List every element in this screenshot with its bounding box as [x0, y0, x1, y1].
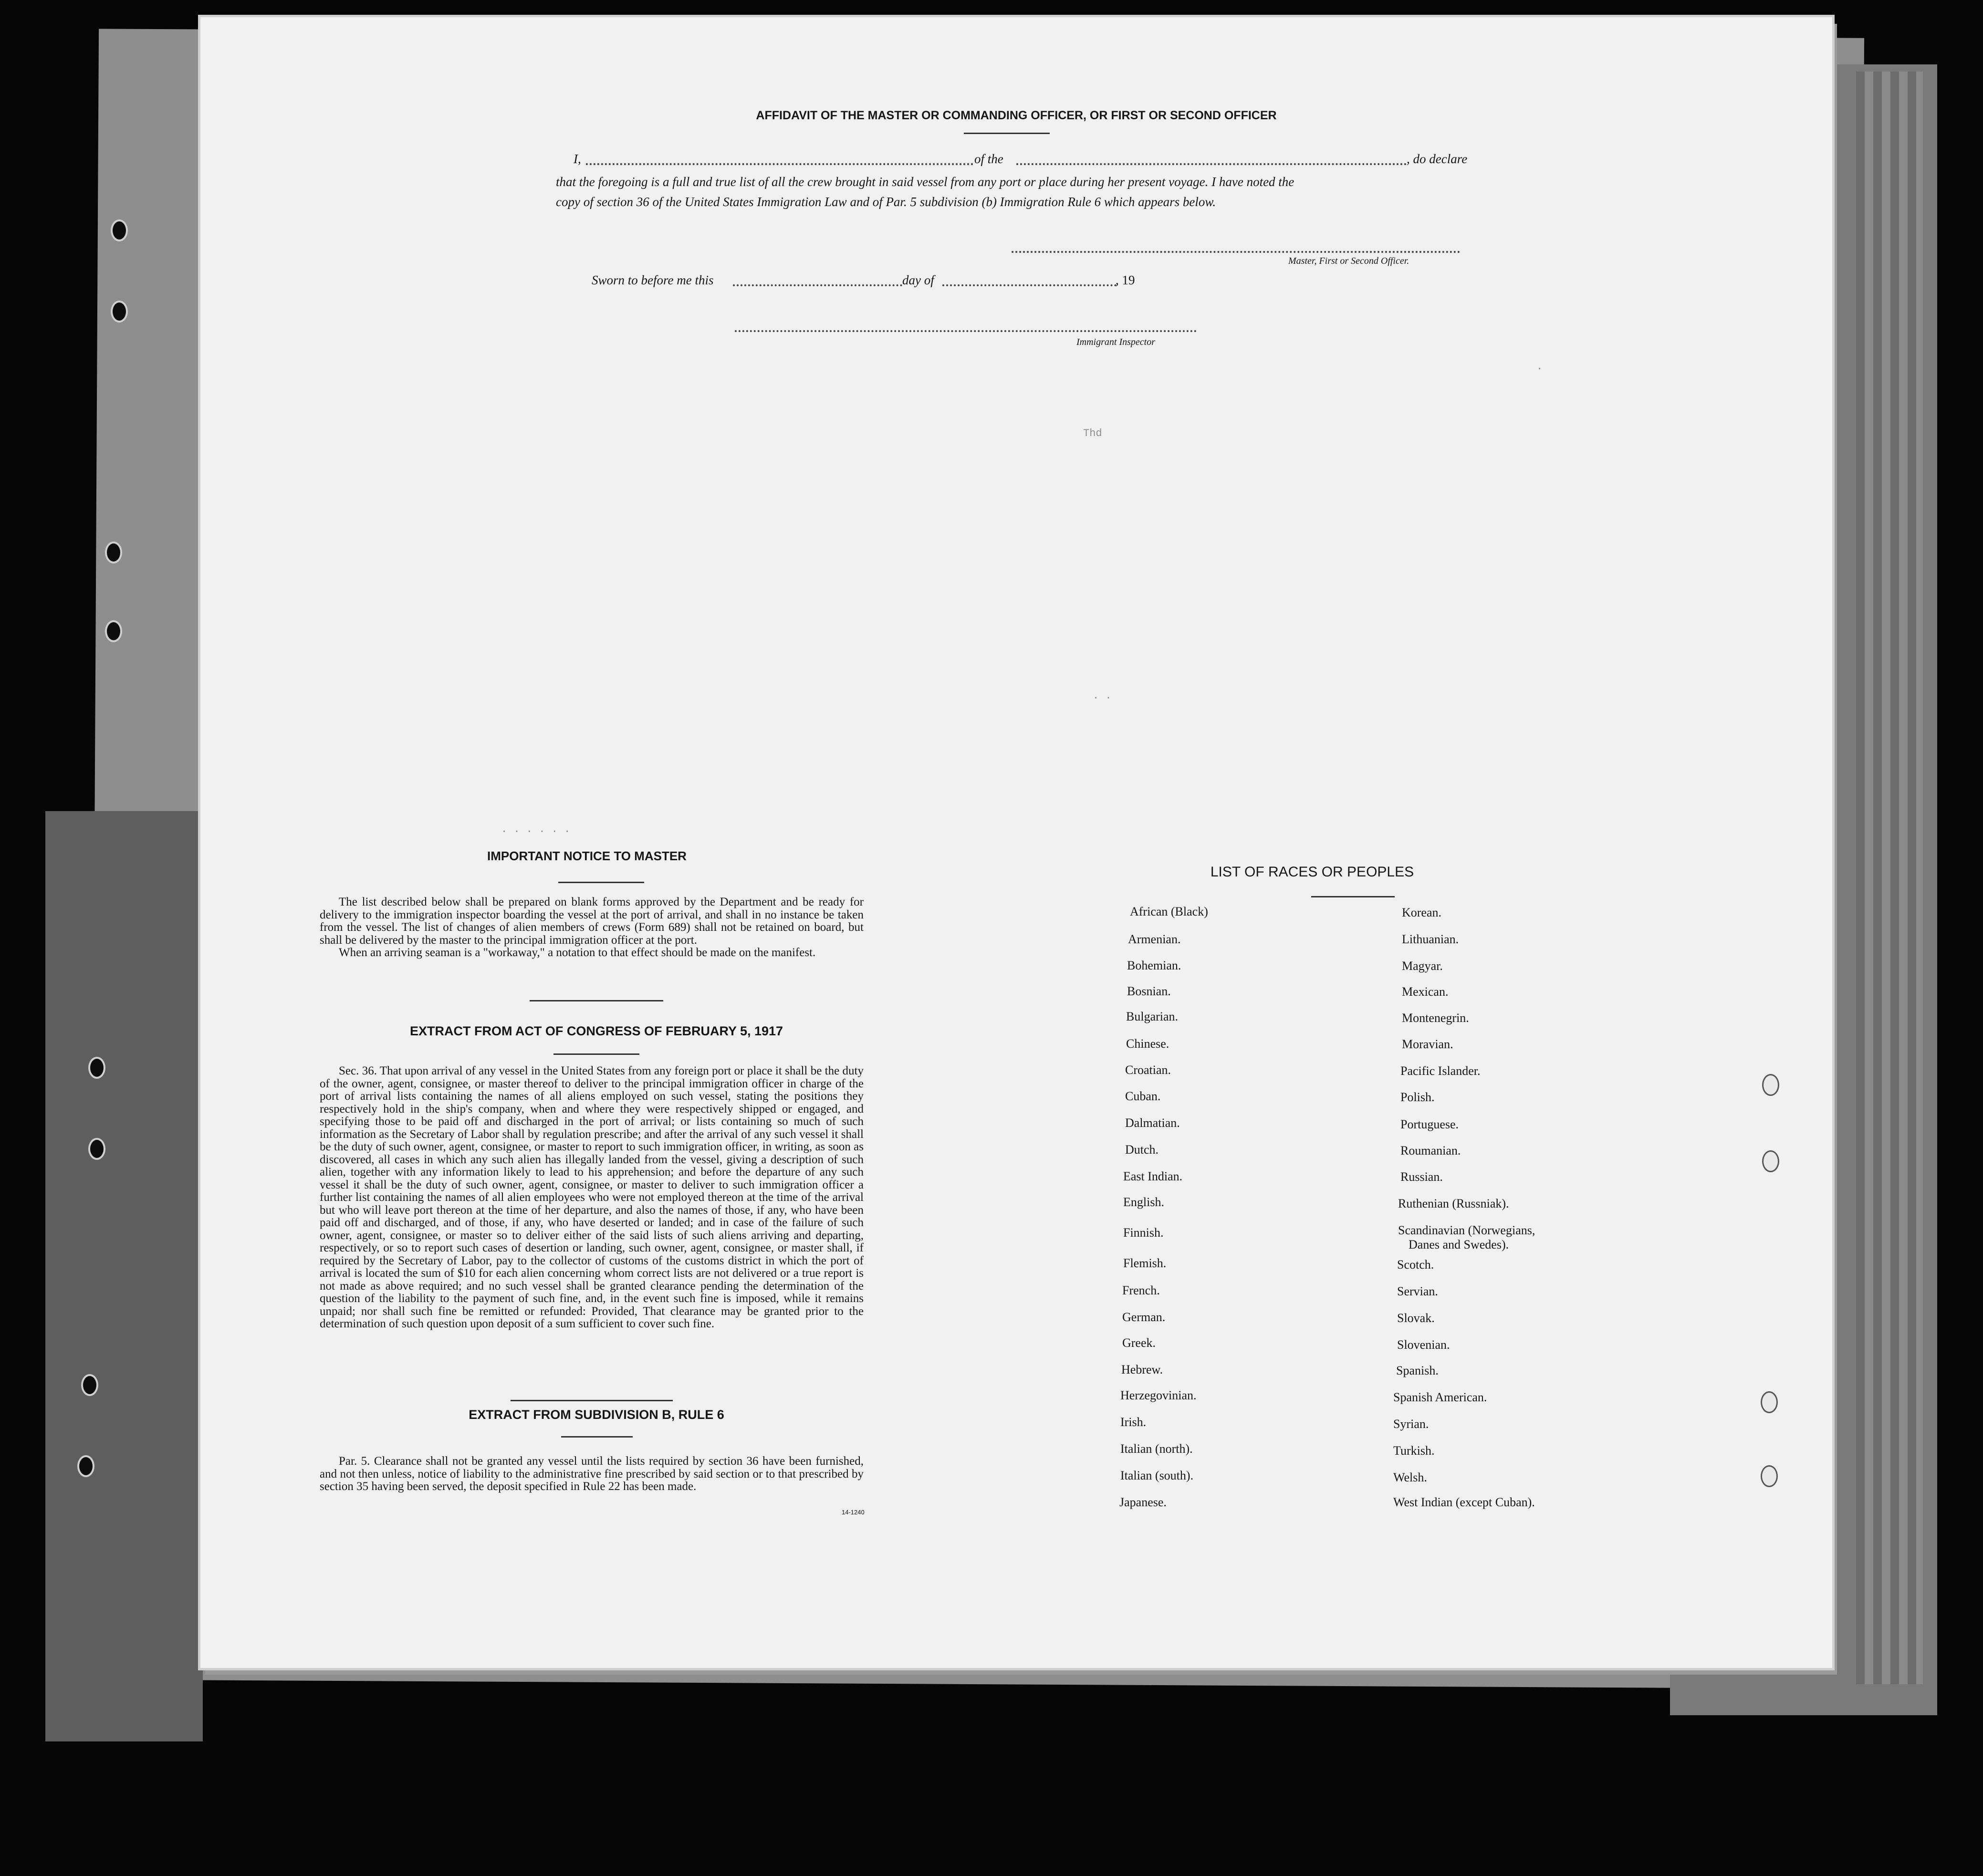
- race-item: Dalmatian.: [1125, 1116, 1180, 1130]
- race-item: Finnish.: [1123, 1226, 1164, 1240]
- inspector-signature-field[interactable]: [735, 330, 1197, 332]
- notice-paragraph: When an arriving seaman is a "workaway," a notation to that effect should be made on the manifest.: [339, 946, 816, 959]
- binder-hole: [81, 1374, 98, 1396]
- race-item: Pacific Islander.: [1400, 1064, 1481, 1078]
- race-item: Russian.: [1400, 1170, 1443, 1184]
- bleed-through-mark: .: [1536, 361, 1543, 373]
- races-rule: [1311, 896, 1395, 897]
- race-item: Irish.: [1120, 1415, 1147, 1429]
- race-item: Turkish.: [1393, 1444, 1435, 1458]
- binder-hole: [111, 219, 128, 241]
- race-item: Danes and Swedes).: [1409, 1238, 1509, 1251]
- section-rule: [553, 1053, 639, 1055]
- section-rule: [530, 1000, 663, 1001]
- race-item: Flemish.: [1123, 1256, 1167, 1270]
- extract-act-title: EXTRACT FROM ACT OF CONGRESS OF FEBRUARY 5, 1917: [409, 1024, 783, 1038]
- race-item: African (Black): [1130, 905, 1208, 918]
- race-item: Ruthenian (Russniak).: [1398, 1197, 1509, 1210]
- race-item: Portuguese.: [1400, 1117, 1459, 1131]
- affidavit-i-label: I,: [574, 152, 581, 166]
- section-rule: [561, 1436, 633, 1438]
- race-item: Slovenian.: [1397, 1338, 1450, 1352]
- binder-hole: [88, 1057, 105, 1079]
- race-item: Spanish.: [1396, 1364, 1439, 1377]
- sworn-month-field[interactable]: [942, 284, 1117, 286]
- back-sheet-left-corner: [45, 811, 203, 1741]
- declaration-text-line: that the foregoing is a full and true list of all the crew brought in said vessel from any port or place during her present voyage. I have noted the: [556, 175, 1294, 189]
- master-signature-field[interactable]: [1012, 251, 1460, 253]
- rule-6-text: Par. 5. Clearance shall not be granted any vessel until the lists required by section 36 have been furnished, and not then unless, notice of liability to the administrative fine prescribed by said section or to that prescribed by section 35 having been served, the deposit specified in Rule 22 has been made.: [320, 1455, 864, 1493]
- master-name-field[interactable]: [586, 163, 973, 165]
- race-item: Dutch.: [1125, 1143, 1159, 1157]
- binder-hole: [77, 1455, 94, 1477]
- race-item: Hebrew.: [1121, 1363, 1163, 1376]
- race-item: Bosnian.: [1127, 984, 1171, 998]
- affidavit-title: AFFIDAVIT OF THE MASTER OR COMMANDING OFFICER, OR FIRST OR SECOND OFFICER: [756, 109, 1277, 122]
- binder-hole: [1762, 1074, 1779, 1096]
- race-item: East Indian.: [1123, 1169, 1183, 1183]
- race-item: Slovak.: [1397, 1311, 1435, 1325]
- race-item: Scotch.: [1397, 1258, 1434, 1272]
- sworn-label: Sworn to before me this: [592, 273, 714, 287]
- notice-paragraph: The list described below shall be prepared on blank forms approved by the Department and be ready for delivery to the immigration inspector boarding the vessel at the port of arrival, and shall in no instance be taken from the vessel. The list of changes of alien members of crews (Form 689) shall not be retained on board, but shall be delivered by the master to the principal immigration officer at the port.: [320, 896, 864, 947]
- race-item: Mexican.: [1402, 985, 1449, 999]
- bleed-through-mark: Thd: [1083, 427, 1102, 439]
- race-item: Chinese.: [1126, 1037, 1169, 1051]
- binder-hole: [88, 1138, 105, 1160]
- race-item: Armenian.: [1128, 932, 1181, 946]
- race-item: Polish.: [1400, 1090, 1435, 1104]
- race-item: Bohemian.: [1127, 959, 1181, 972]
- bleed-through-mark: . . . . . .: [501, 823, 571, 835]
- binder-hole: [1761, 1391, 1778, 1413]
- bleed-through-mark: . .: [1093, 690, 1112, 702]
- back-sheet-ruled-edge: [1856, 72, 1923, 1684]
- race-item: Moravian.: [1402, 1037, 1453, 1051]
- race-item: Roumanian.: [1400, 1144, 1461, 1157]
- title-rule: [964, 133, 1050, 134]
- race-item: Magyar.: [1402, 959, 1443, 973]
- race-item: Korean.: [1402, 906, 1442, 919]
- race-item: French.: [1122, 1283, 1160, 1297]
- notice-title: IMPORTANT NOTICE TO MASTER: [487, 849, 687, 863]
- race-item: Greek.: [1122, 1336, 1156, 1350]
- notice-body: [320, 896, 864, 959]
- races-title: LIST OF RACES OR PEOPLES: [1210, 864, 1414, 880]
- race-item: Italian (north).: [1120, 1442, 1193, 1456]
- race-item: Syrian.: [1393, 1417, 1429, 1431]
- race-item: Croatian.: [1125, 1063, 1171, 1077]
- day-of-label: day of: [902, 273, 934, 287]
- race-item: Lithuanian.: [1402, 932, 1459, 946]
- binder-hole: [1761, 1465, 1778, 1487]
- sworn-day-field[interactable]: [733, 284, 902, 286]
- form-number: 14-1240: [842, 1509, 865, 1516]
- inspector-caption: Immigrant Inspector: [1076, 337, 1155, 347]
- race-item: German.: [1122, 1310, 1166, 1324]
- binder-hole: [111, 301, 128, 323]
- form-page: [200, 17, 1832, 1668]
- section-36-text: Sec. 36. That upon arrival of any vessel in the United States from any foreign port or place it shall be the duty of the owner, agent, consignee, or master thereof to deliver to the principal immigration officer in charge of the port of arrival lists containing the names of all aliens employed on such vessel, stating the positions they respectively hold in the ship's company, when and where they were respectively shipped or engaged, and specifying those to be paid off and discharged in the port of arrival; or lists containing so much of such information as the Secretary of Labor shall by regulation prescribe; and after the arrival of any such vessel it shall be the duty of such owner, agent, consignee, or master to report to such immigration officer, in writing, as soon as discovered, all cases in which any such alien has illegally landed from the vessel, giving a description of such alien, together with any information likely to lead to his apprehension; and before the departure of any such vessel it shall be the duty of such owner, agent, consignee, or master to deliver to such immigration officer a further list containing the names of all alien employees who were not employed thereon at the time of the arrival but who will leave port thereon at the time of her departure, and also the names of those, if any, who have been paid off and discharged, and of those, if any, who have deserted or landed; and in case of the failure of such owner, agent, consignee, or master so to deliver either of the said lists of such aliens arriving and departing, respectively, or so to report such cases of desertion or landing, such owner, agent, consignee, or master shall, if required by the Secretary of Labor, pay to the collector of customs of the customs district in which the port of arrival is located the sum of $10 for each alien concerning whom correct lists are not delivered or a true report is not made as above required; and no such vessel shall be granted clearance pending the determination of the question of the liability to the payment of such fine, and, in the event such fine is imposed, while it remains unpaid; nor shall such fine be remitted or refunded: Provided, That clearance may be granted prior to the determination of such question upon deposit of a sum sufficient to cover such fine.: [320, 1064, 864, 1330]
- race-item: Italian (south).: [1120, 1469, 1194, 1482]
- race-item: Scandinavian (Norwegians,: [1398, 1223, 1535, 1237]
- affidavit-of-the-label: of the: [974, 152, 1003, 166]
- race-item: English.: [1123, 1195, 1164, 1209]
- year-prefix: , 19: [1116, 273, 1135, 287]
- binder-hole: [105, 542, 122, 563]
- signature-caption: Master, First or Second Officer.: [1288, 256, 1409, 266]
- race-item: West Indian (except Cuban).: [1393, 1495, 1535, 1509]
- extract-rule-title: EXTRACT FROM SUBDIVISION B, RULE 6: [469, 1407, 724, 1422]
- race-item: Welsh.: [1393, 1470, 1427, 1484]
- vessel-name-field[interactable]: [1016, 163, 1407, 165]
- race-item: Herzegovinian.: [1120, 1388, 1197, 1402]
- race-item: Servian.: [1397, 1284, 1438, 1298]
- declaration-text-line: copy of section 36 of the United States Immigration Law and of Par. 5 subdivision (b) Immigration Rule 6 which appears below.: [556, 195, 1216, 209]
- binder-hole: [1762, 1150, 1779, 1172]
- race-item: Bulgarian.: [1126, 1010, 1179, 1023]
- notice-rule: [558, 882, 644, 883]
- race-item: Cuban.: [1125, 1089, 1161, 1103]
- do-declare-label: , do declare: [1407, 152, 1468, 166]
- section-rule: [511, 1400, 673, 1401]
- binder-hole: [105, 620, 122, 642]
- race-item: Spanish American.: [1393, 1390, 1487, 1404]
- race-item: Montenegrin.: [1402, 1011, 1469, 1025]
- race-item: Japanese.: [1119, 1495, 1167, 1509]
